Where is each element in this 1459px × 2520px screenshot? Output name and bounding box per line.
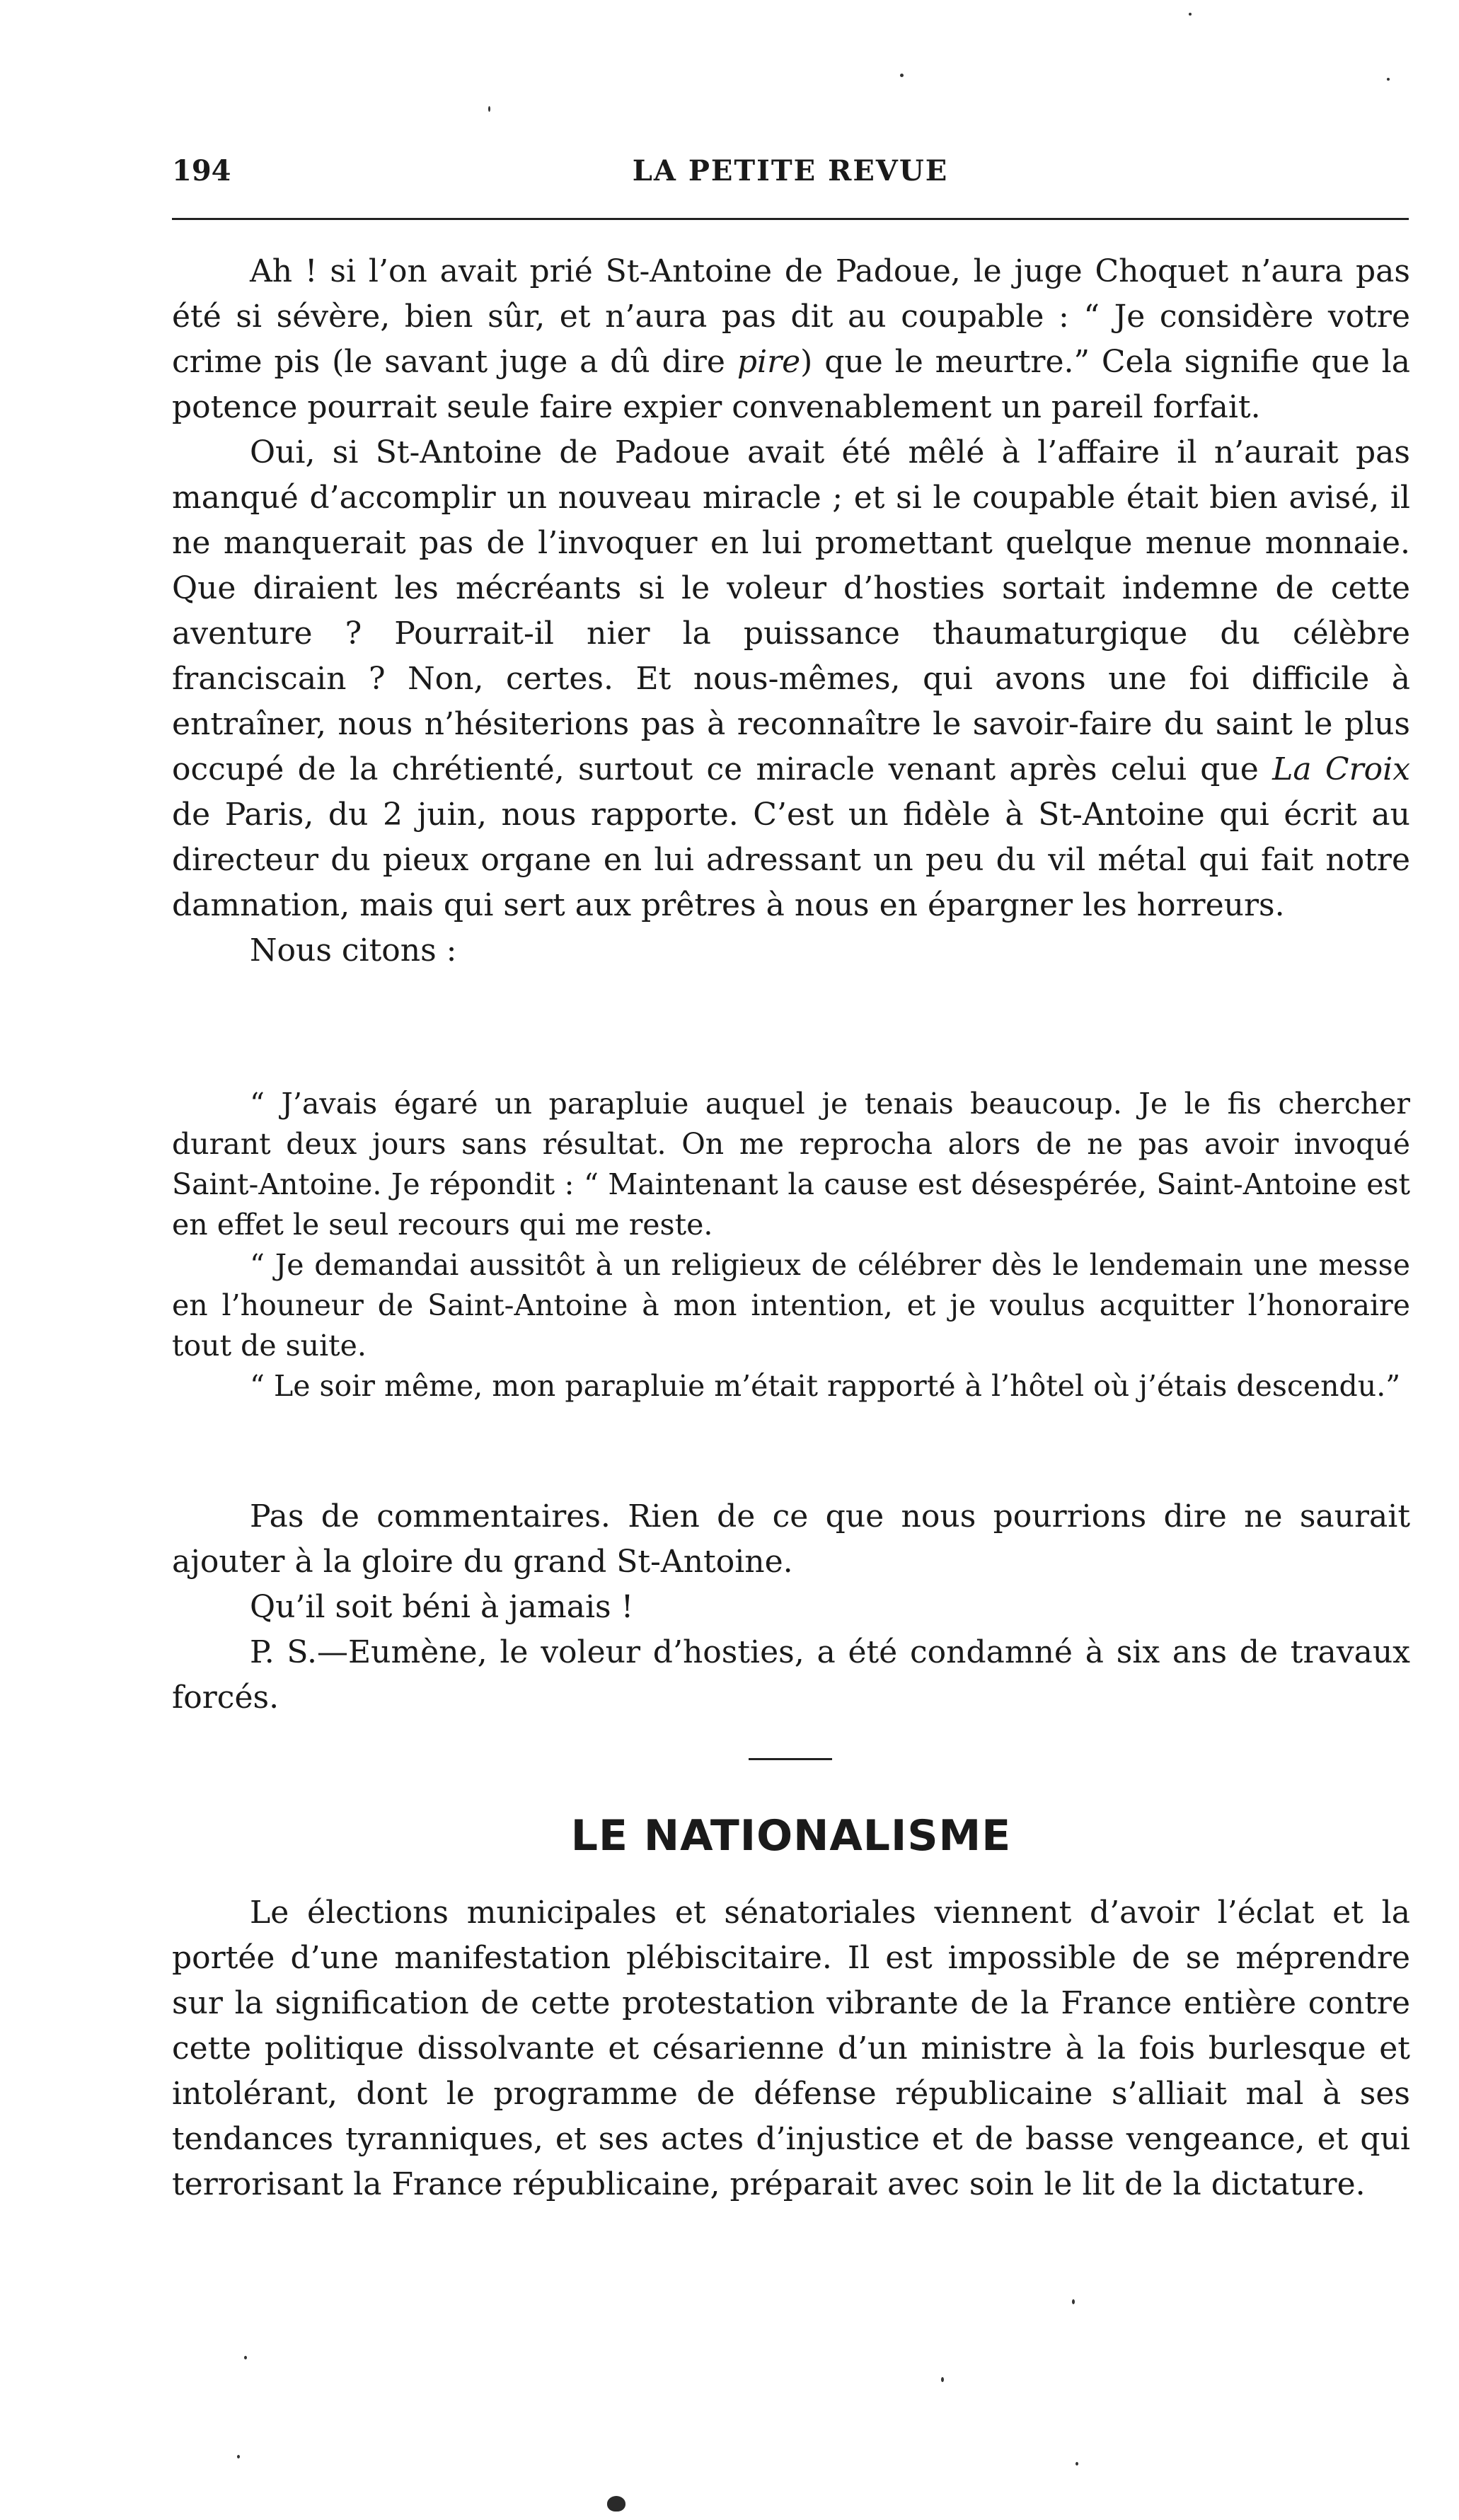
article1-closing [172,1494,1410,1721]
letter-quotation [172,1084,1410,1406]
print-speck [1189,13,1192,16]
print-speck [237,2455,240,2458]
article1-paragraph [172,430,1410,928]
print-speck [1072,2299,1075,2304]
article2-paragraph: Le élections municipales et sénatoriales viennent d’avoir l’éclat et la portée d’une manifestation plébiscitaire. Il est impossible de se méprendre sur la signification de cette protestation vibrante de la France entière contre cette politique dissolvante et césarienne d’un ministre à la fois burlesque et intolérant, dont le programme de défense républicaine s’alliait mal à ses tendances tyranniques, et ses actes d’injustice et de basse vengeance, et qui terrorisant la France républicaine, préparait avec soin le lit de la dictature. [172,1895,1410,2202]
quote-paragraph: “ J’avais égaré un parapluie auquel je tenais beaucoup. Je le fis chercher durant deux jours sans résultat. On me reprocha alors de ne pas avoir invoqué Saint-Antoine. Je répondit : “ Maintenant la cause est désespérée, Saint-Antoine est en effet le seul recours qui me reste. [172,1087,1410,1242]
text-run: ) que le meurtre.” Cela signifie que la potence pourrait seule faire expier convenablement un pareil forfait. [172,344,1410,425]
journal-title: LA PETITE REVUE [632,154,949,187]
print-speck [1387,78,1390,81]
text-run: Ah ! si l’on avait prié St-Antoine de Padoue, le juge Choquet n’aura pas été si sévère, bien sûr, et n’aura pas dit au coupable : “ Je considère votre crime pis (le savant juge a dû dire [172,253,1410,380]
quote-paragraph: “ Je demandai aussitôt à un religieux de célébrer dès le lendemain une messe en l’houneur de Saint-Antoine à mon intention, et je voulus acquitter l’honoraire tout de suite. [172,1248,1410,1363]
print-speck [941,2377,944,2382]
italic-text-run: La Croix [1272,751,1411,787]
section-separator [749,1758,832,1760]
page-number: 194 [172,154,231,187]
print-speck [488,106,490,112]
header-rule [172,218,1409,220]
quote-paragraph: “ Le soir même, mon parapluie m’était rapporté à l’hôtel où j’étais descendu.” [250,1369,1401,1403]
text-run: Nous citons : [250,932,457,969]
closing-paragraph: Pas de commentaires. Rien de ce que nous pourrions dire ne saurait ajouter à la gloire du grand St-Antoine. [172,1498,1410,1580]
closing-paragraph: Qu’il soit béni à jamais ! [250,1589,634,1625]
closing-paragraph: P. S.—Eumène, le voleur d’hosties, a été condamné à six ans de travaux forcés. [172,1634,1410,1716]
print-speck [900,74,904,77]
running-head [172,154,1409,197]
text-run: de Paris, du 2 juin, nous rapporte. C’est un fidèle à St-Antoine qui écrit au directeur du pieux organe en lui adressant un peu du vil métal qui fait notre damnation, mais qui sert aux prêtres à nous en épargner les horreurs. [172,797,1410,923]
printer-ornament [607,2496,625,2512]
print-speck [1075,2462,1078,2466]
article2-body [172,1890,1410,2207]
text-run: Oui, si St-Antoine de Padoue avait été mêlé à l’affaire il n’aurait pas manqué d’accomplir un nouveau miracle ; et si le coupable était bien avisé, il ne manquerait pas de l’invoquer en lui promettant quelque menue monnaie. Que diraient les mécréants si le voleur d’hosties sortait indemne de cette aventure ? Pourrait-il nier la puissance thaumaturgique du célèbre franciscain ? Non, certes. Et nous-mêmes, qui avons une foi difficile à entraîner, nous n’hésiterions pas à reconnaître le savoir-faire du saint le plus occupé de la chrétienté, surtout ce miracle venant après celui que [172,434,1410,787]
article1-paragraph [172,249,1410,430]
italic-text-run: pire [737,344,801,380]
print-speck [244,2356,247,2359]
article1-body [172,249,1410,973]
article1-paragraph [172,928,1410,973]
section-title: LE NATIONALISME [570,1811,1012,1861]
